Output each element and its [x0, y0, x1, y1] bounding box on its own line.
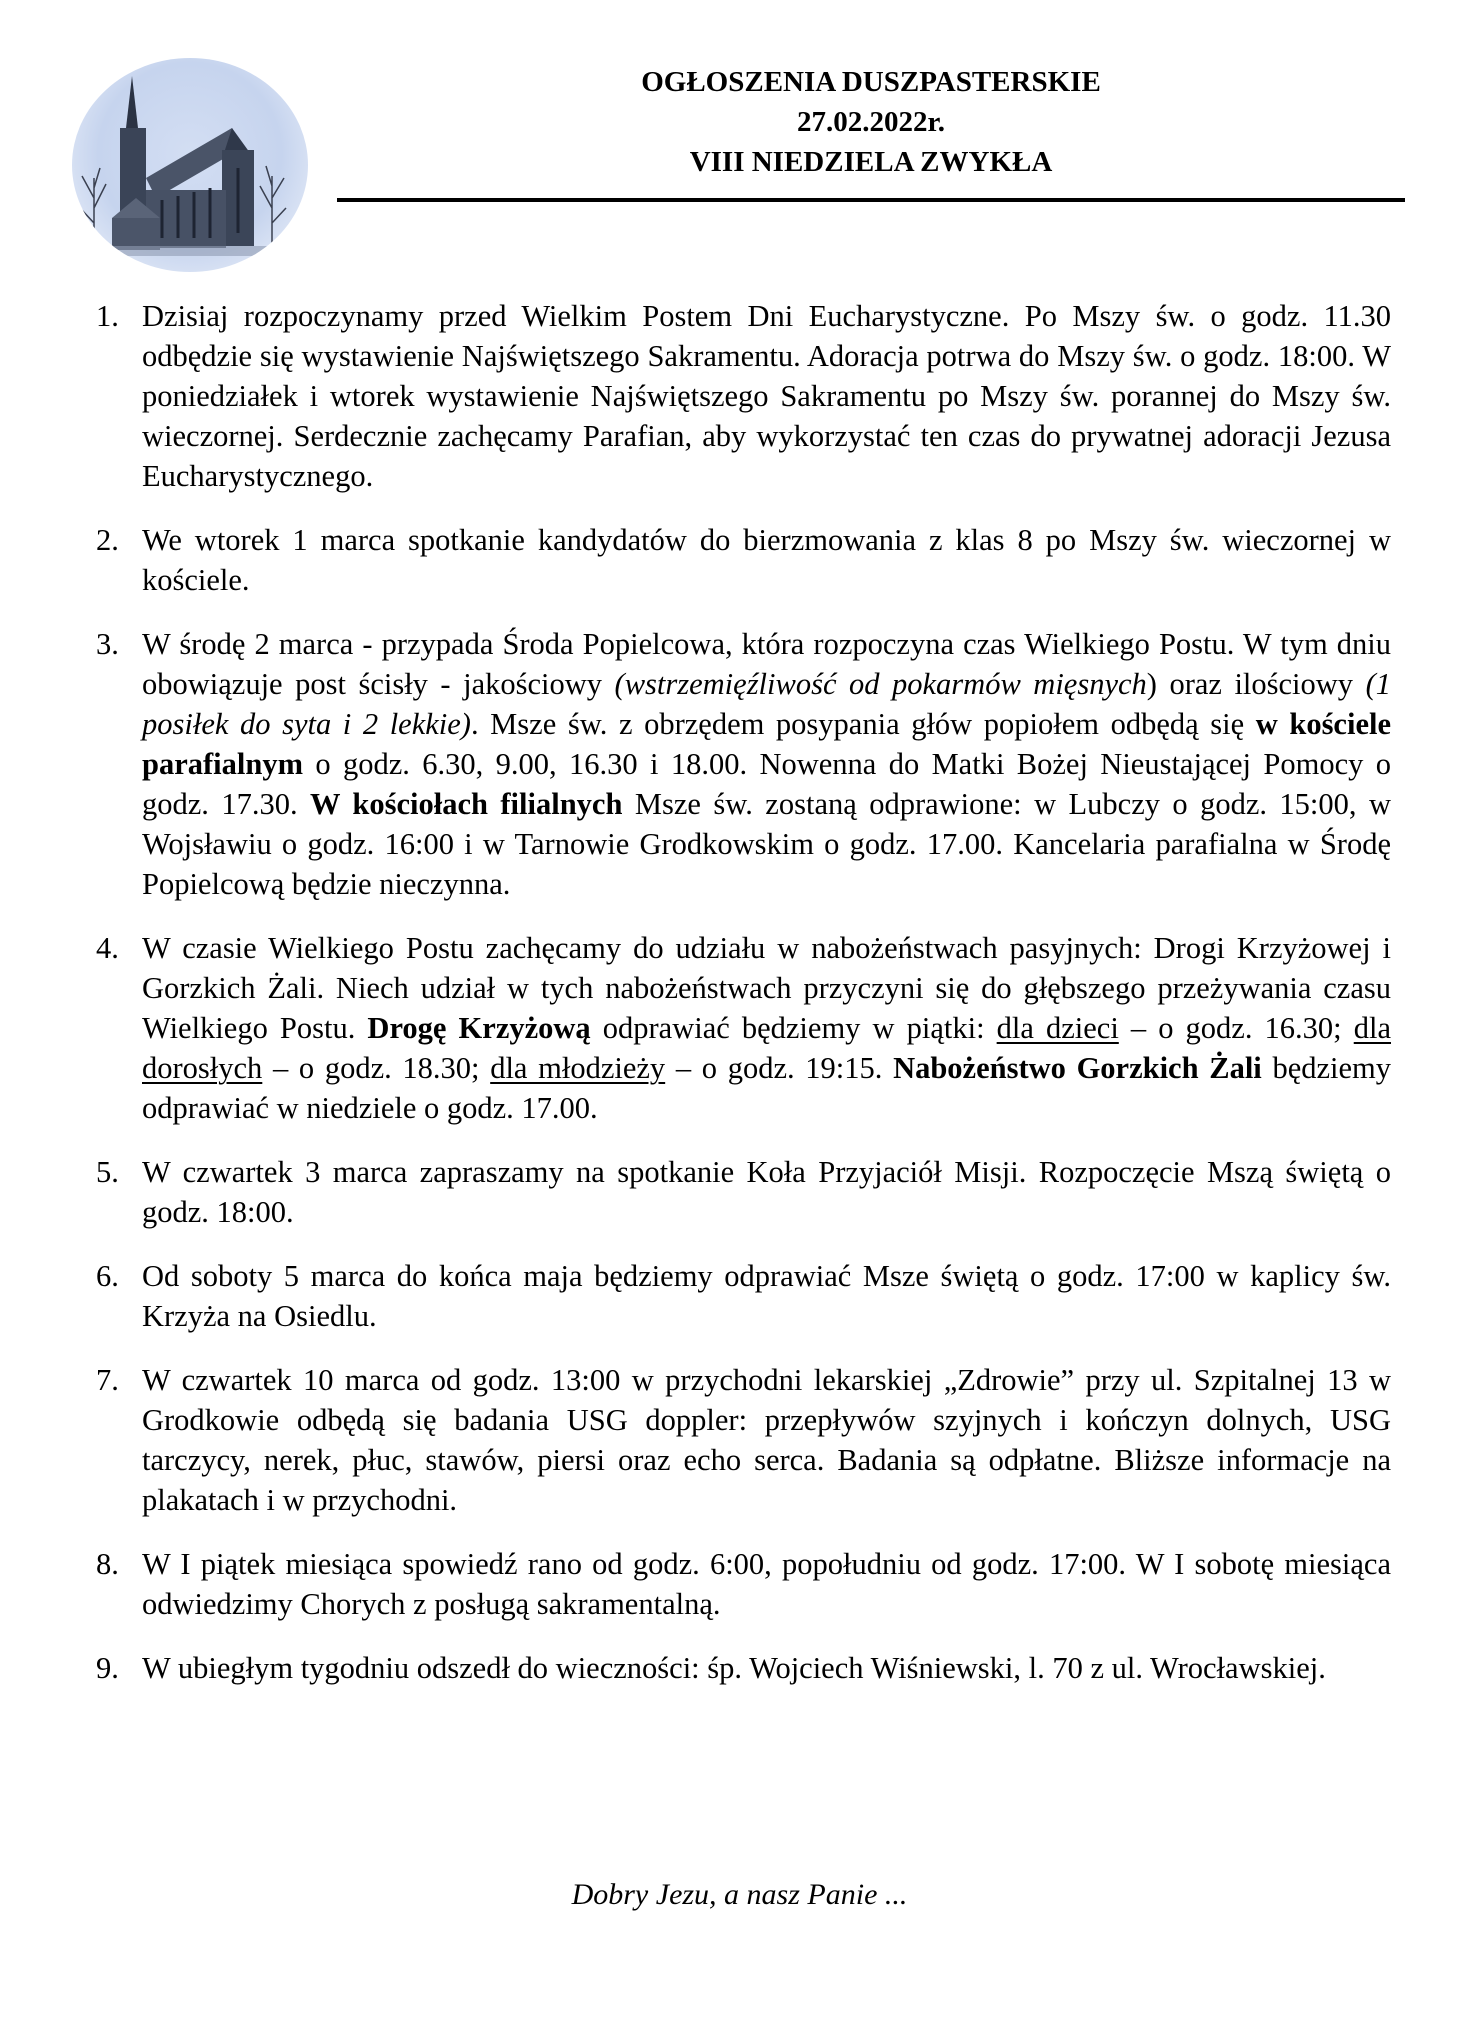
text-segment: W czwartek 10 marca od godz. 13:00 w przychodni lekarskiej „Zdrowie” przy ul. Szpitalnej 13 w Grodkowie odbędą się badania USG doppler: przepływów szyjnych i kończyn dolnych, USG tarczycy, nerek, płuc, stawów, piersi oraz echo serca. Badania są odpłatne. Bliższe informacje na plakatach i w przychodni.: [142, 1363, 1391, 1517]
bold-text: w kościele parafialnym: [142, 707, 1391, 781]
header-divider: [337, 198, 1405, 202]
announcement-item: [96, 1256, 1391, 1336]
announcement-item: [96, 928, 1391, 1128]
text-segment: W I piątek miesiąca spowiedź rano od godz. 6:00, popołudniu od godz. 17:00. W I sobotę miesiąca odwiedzimy Chorych z posługą sakramentalną.: [142, 1547, 1391, 1621]
text-segment: We wtorek 1 marca spotkanie kandydatów do bierzmowania z klas 8 po Mszy św. wieczornej w kościele.: [142, 523, 1391, 597]
closing-prayer: [0, 1878, 1459, 1912]
text-segment: – o godz. 18.30;: [262, 1051, 491, 1085]
text-segment: W czasie Wielkiego Postu zachęcamy do udziału w nabożeństwach pasyjnych: Drogi Krzyżowej i Gorzkich Żali. Niech udział w tych nabożeństwach przyczyni się do głębszego przeżywania czasu Wielkiego Postu.: [142, 931, 1391, 1045]
item-number: 9.: [96, 1651, 119, 1685]
item-number: 3.: [96, 627, 119, 661]
announcement-item: [96, 520, 1391, 600]
item-number: 2.: [96, 523, 119, 557]
item-number: 6.: [96, 1259, 119, 1293]
text-segment: – o godz. 19:15.: [665, 1051, 894, 1085]
closing-prayer-text: Dobry Jezu, a nasz Panie ...: [571, 1878, 908, 1911]
announcement-item: [96, 1544, 1391, 1624]
bold-text: W kościołach filialnych: [310, 787, 623, 821]
announcement-item: [96, 1152, 1391, 1232]
text-segment: Msze św. zostaną odprawione: w Lubczy o godz. 15:00, w Wojsławiu o godz. 16:00 i w Tarnowie Grodkowskim o godz. 17.00. Kancelaria parafialna w Środę Popielcową będzie nieczynna.: [142, 787, 1391, 901]
italic-text: (1 posiłek do syta i 2 lekkie): [142, 667, 1391, 741]
text-segment: o godz. 6.30, 9.00, 16.30 i 18.00. Nowenna do Matki Bożej Nieustającej Pomocy o godz. 17.30.: [142, 747, 1391, 821]
announcements-date: 27.02.2022r.: [797, 106, 945, 138]
underlined-text: dla dorosłych: [142, 1011, 1391, 1085]
text-segment: będziemy odprawiać w niedziele o godz. 17.00.: [142, 1051, 1392, 1125]
item-number: 7.: [96, 1363, 119, 1397]
item-text: [142, 1360, 1391, 1520]
italic-text: (wstrzemięźliwość od pokarmów mięsnych: [614, 667, 1147, 701]
text-segment: W czwartek 3 marca zapraszamy na spotkanie Koła Przyjaciół Misji. Rozpoczęcie Mszą świętą o godz. 18:00.: [142, 1155, 1391, 1229]
text-segment: ) oraz ilościowy: [1146, 667, 1366, 701]
item-text: [142, 1544, 1391, 1624]
page-header: [337, 62, 1405, 182]
underlined-text: dla młodzieży: [490, 1051, 666, 1085]
item-text: [142, 520, 1391, 600]
text-segment: – o godz. 16.30;: [1118, 1011, 1354, 1045]
text-segment: W środę 2 marca - przypada Środa Popielcowa, która rozpoczyna czas Wielkiego Postu. W tym dniu obowiązuje post ścisły - jakościowy: [142, 627, 1391, 701]
announcement-item: [96, 1360, 1391, 1520]
announcements-list: [96, 296, 1391, 1712]
underlined-text: dla dzieci: [996, 1011, 1119, 1045]
church-illustration-icon: [72, 58, 308, 272]
announcement-item: [96, 1648, 1391, 1688]
text-segment: Dzisiaj rozpoczynamy przed Wielkim Postem Dni Eucharystyczne. Po Mszy św. o godz. 11.30 odbędzie się wystawienie Najświętszego Sakramentu. Adoracja potrwa do Mszy św. o godz. 18:00. W poniedziałek i wtorek wystawienie Najświętszego Sakramentu po Mszy św. porannej do Mszy św. wieczornej. Serdecznie zachęcamy Parafian, aby wykorzystać ten czas do prywatnej adoracji Jezusa Eucharystycznego.: [142, 299, 1391, 493]
item-number: 1.: [96, 299, 119, 333]
item-text: [142, 624, 1391, 904]
item-number: 4.: [96, 931, 119, 965]
item-text: [142, 1648, 1391, 1688]
bold-text: Nabożeństwo Gorzkich Żali: [893, 1051, 1262, 1085]
church-logo: [72, 58, 308, 272]
item-number: 5.: [96, 1155, 119, 1189]
item-number: 8.: [96, 1547, 119, 1581]
liturgical-sunday: VIII NIEDZIELA ZWYKŁA: [689, 146, 1053, 178]
item-text: [142, 1152, 1391, 1232]
item-text: [142, 1256, 1391, 1336]
announcements-title: OGŁOSZENIA DUSZPASTERSKIE: [641, 66, 1101, 98]
announcement-item: [96, 296, 1391, 496]
item-text: [142, 296, 1391, 496]
announcement-item: [96, 624, 1391, 904]
bold-text: Drogę Krzyżową: [367, 1011, 591, 1045]
item-text: [142, 928, 1391, 1128]
text-segment: W ubiegłym tygodniu odszedł do wieczności: śp. Wojciech Wiśniewski, l. 70 z ul. Wrocławskiej.: [142, 1651, 1326, 1685]
text-segment: Od soboty 5 marca do końca maja będziemy odprawiać Msze świętą o godz. 17:00 w kaplicy św. Krzyża na Osiedlu.: [142, 1259, 1391, 1333]
text-segment: odprawiać będziemy w piątki:: [590, 1011, 997, 1045]
text-segment: . Msze św. z obrzędem posypania głów popiołem odbędą się: [470, 707, 1256, 741]
